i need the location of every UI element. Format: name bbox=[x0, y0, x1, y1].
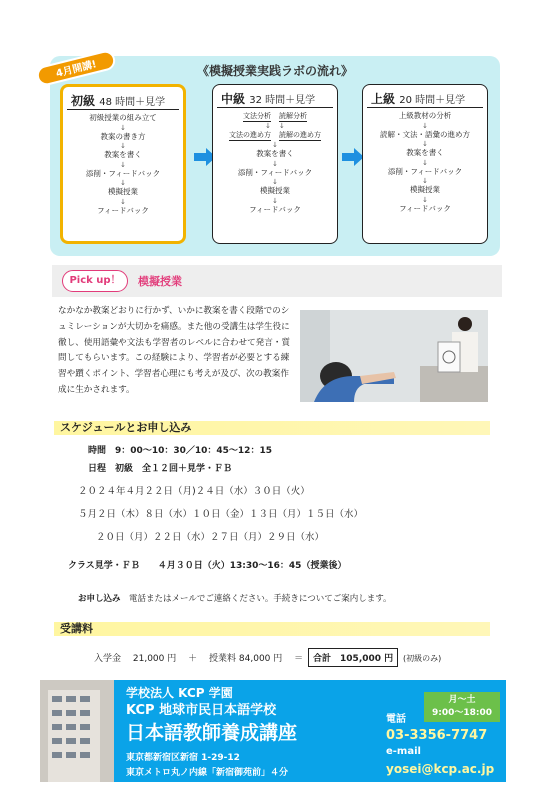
total-fee: 合計 105,000 円 bbox=[308, 648, 398, 667]
course-step: 教案の書き方 bbox=[100, 131, 146, 141]
course-level: 初級 bbox=[71, 94, 96, 108]
course-step: 模擬授業 bbox=[108, 187, 138, 196]
pickup-bar bbox=[52, 265, 502, 297]
course-step: フィードバック bbox=[249, 204, 301, 214]
dates-row-3: ２０日（月）２２日（水）２７日（月）２９日（水） bbox=[96, 532, 325, 543]
fee-note: (初級のみ) bbox=[403, 654, 442, 663]
tel-label: 電話 bbox=[386, 714, 406, 725]
entry-fee: 21,000 円 bbox=[132, 654, 177, 664]
course-step: 上級教材の分析 bbox=[398, 111, 452, 120]
course-step: 模擬授業 bbox=[410, 185, 440, 194]
course-step: フィードバック bbox=[97, 205, 149, 215]
course-step: 読解分析 bbox=[279, 112, 307, 120]
flow-title: 《模擬授業実践ラボの流れ》 bbox=[196, 64, 353, 78]
course-step: 文法分析 bbox=[243, 112, 271, 120]
office-days: 月〜土 bbox=[448, 695, 476, 705]
office-hours-box bbox=[424, 692, 500, 722]
course-step: 文法の進め方 bbox=[229, 131, 271, 139]
course-hours: 32 時間＋見学 bbox=[249, 95, 316, 106]
course-card-beginner: 初級 48 時間＋見学 初級授業の組み立て ↓ 教案の書き方 ↓ 教案を書く ↓ 添削・フィードバック ↓ 模擬授業 ↓ フィードバック bbox=[60, 84, 186, 244]
apply-value: 電話またはメールでご連絡ください。手続きについてご案内します。 bbox=[129, 594, 392, 604]
course-step: 初級授業の組み立て bbox=[89, 113, 157, 122]
tel-number[interactable]: 03-3356-7747 bbox=[386, 728, 488, 743]
time-value: 9：00〜10：30／10：45〜12：15 bbox=[115, 446, 272, 456]
schedule-heading: スケジュールとお申し込み bbox=[54, 421, 490, 435]
course-card-advanced: 上級 20 時間＋見学 上級教材の分析 ↓ 読解・文法・語彙の進め方 ↓ 教案を書く ↓ 添削・フィードバック ↓ 模擬授業 ↓ フィードバック bbox=[362, 84, 488, 244]
fee-line bbox=[94, 648, 441, 667]
footer-banner bbox=[40, 680, 506, 782]
course-step: 添削・フィードバック bbox=[85, 168, 161, 178]
dates-row-2: ５月２日（木）８日（水）１０日（金）１３日（月）１５日（水） bbox=[78, 509, 364, 520]
email-address[interactable]: yosei@kcp.ac.jp bbox=[386, 762, 495, 776]
dates-label: 日程 bbox=[88, 464, 107, 474]
school-corp-name: 学校法人 KCP 学園 bbox=[126, 686, 233, 700]
pickup-pill: Pick up！ bbox=[62, 270, 128, 292]
classroom-photo bbox=[300, 310, 488, 402]
course-step: 読解・文法・語彙の進め方 bbox=[380, 129, 470, 139]
course-level: 中級 bbox=[221, 92, 246, 106]
course-step: 教案を書く bbox=[256, 149, 294, 158]
equals-sign: ＝ bbox=[294, 654, 304, 664]
class-visit-label: クラス見学・ＦＢ bbox=[68, 561, 140, 571]
pickup-paragraph: なかなか教案どおりに行かず、いかに教案を書く段階でのシュミレーションが大切かを痛感。また他の受講生は学生役に徹し、使用語彙や文法も学習者のレベルに合わせて発言・質問してもらいます。この経験により、学習者が必要とする練習や躓くポイント、学習者心理にも考えが及び、次の教案作成に生かされます。 bbox=[58, 306, 291, 395]
course-step: 添削・フィードバック bbox=[237, 167, 313, 177]
course-flow-panel bbox=[50, 56, 500, 256]
school-building-photo bbox=[40, 680, 114, 782]
tuition-label: 授業料 bbox=[209, 654, 237, 664]
dates-row-1: ２０２４年４月２２日（月)２４日（水）３０日（火） bbox=[78, 486, 310, 497]
entry-label: 入学金 bbox=[94, 654, 122, 664]
course-hours: 48 時間＋見学 bbox=[99, 97, 166, 108]
plus-sign: ＋ bbox=[188, 654, 198, 664]
course-step: 模擬授業 bbox=[260, 186, 290, 195]
school-name: KCP 地球市民日本語学校 bbox=[126, 703, 277, 718]
course-step: 教案を書く bbox=[406, 148, 444, 157]
course-step: 教案を書く bbox=[104, 150, 142, 159]
course-hours: 20 時間＋見学 bbox=[399, 95, 466, 106]
course-card-intermediate: 中級 32 時間＋見学 文法分析 読解分析 ↓ ↓ 文法の進め方 読解の進め方 ↓ 教案を書く ↓ 添削・フィードバック ↓ 模擬授業 ↓ フィードバック bbox=[212, 84, 338, 244]
fee-heading: 受講料 bbox=[54, 622, 490, 636]
course-step: 添削・フィードバック bbox=[387, 166, 463, 176]
tuition-fee: 84,000 円 bbox=[238, 654, 283, 664]
office-hours: 9:00〜18:00 bbox=[431, 708, 493, 718]
class-visit-value: ４月３０日（火）13:30〜16：45（授業後） bbox=[157, 561, 347, 571]
course-step: 読解の進め方 bbox=[279, 131, 321, 139]
email-label: e-mail bbox=[386, 746, 421, 757]
pickup-title: 模擬授業 bbox=[138, 275, 182, 288]
time-label: 時間 bbox=[88, 446, 107, 456]
course-name: 日本語教師養成講座 bbox=[126, 722, 298, 744]
access-info: 東京メトロ丸ノ内線「新宿御苑前」４分 bbox=[126, 768, 289, 778]
dates-info: 初級 全１２回＋見学・ＦＢ bbox=[115, 464, 233, 474]
april-start-badge: 4月開講! bbox=[35, 49, 117, 88]
course-level: 上級 bbox=[371, 92, 396, 106]
apply-label: お申し込み bbox=[78, 594, 121, 604]
course-step: フィードバック bbox=[399, 203, 451, 213]
address: 東京都新宿区新宿 1-29-12 bbox=[126, 753, 240, 763]
